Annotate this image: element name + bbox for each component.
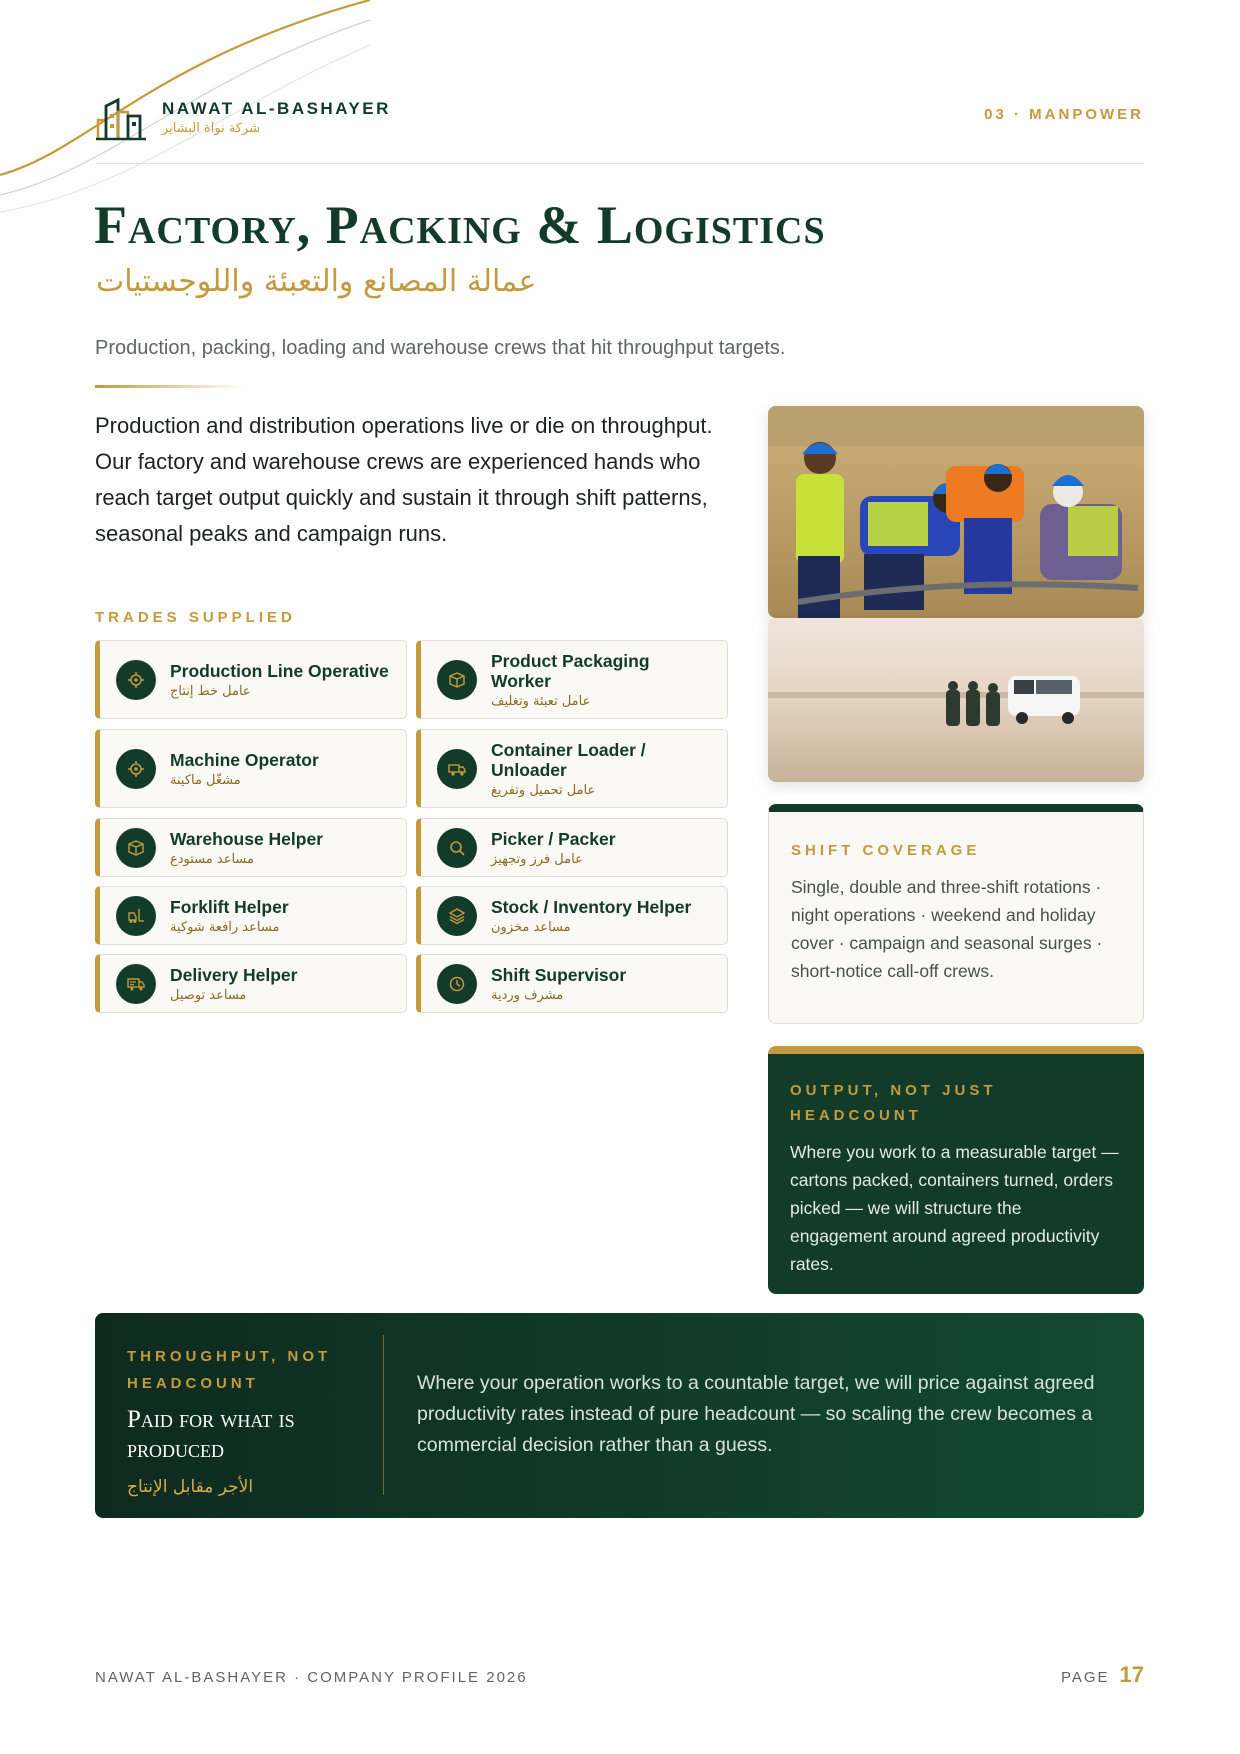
banner-title-arabic: الأجر مقابل الإنتاج: [127, 1477, 254, 1497]
header-divider: [96, 163, 1144, 164]
gold-accent-rule: [95, 385, 245, 388]
gear-icon: [116, 749, 156, 789]
trade-name-arabic: مساعد مستودع: [170, 851, 254, 867]
footer-page: [1061, 1662, 1144, 1688]
banner-title: Paid for what is produced: [127, 1406, 295, 1463]
trade-card: [416, 818, 728, 877]
truck-icon: [437, 749, 477, 789]
trade-name-arabic: عامل فرز وتجهيز: [491, 851, 583, 867]
trade-name-arabic: مساعد رافعة شوكية: [170, 919, 280, 935]
brand: [96, 92, 391, 142]
desert-van-photo: [768, 618, 1144, 782]
trade-card: [95, 886, 407, 945]
trade-name: Delivery Helper: [170, 964, 298, 985]
delivery-truck-icon: [116, 964, 156, 1004]
trade-name: Shift Supervisor: [491, 964, 627, 985]
trade-name: Product Packaging Worker: [491, 650, 650, 691]
output-label: OUTPUT, NOT JUST HEADCOUNT: [790, 1082, 997, 1124]
trade-card: [95, 640, 407, 719]
clock-icon: [437, 964, 477, 1004]
page-subtitle: Production, packing, loading and warehouse crews that hit throughput targets.: [95, 337, 786, 359]
layers-icon: [437, 896, 477, 936]
shift-coverage-card: [768, 804, 1144, 1024]
trade-card: [95, 729, 407, 808]
trade-card: [416, 640, 728, 719]
brand-name-arabic: شركة نواة البشاير: [162, 120, 261, 136]
trade-name: Warehouse Helper: [170, 828, 324, 849]
workers-photo: [768, 406, 1144, 618]
trade-name: Forklift Helper: [170, 896, 289, 917]
search-icon: [437, 828, 477, 868]
throughput-banner: [95, 1313, 1144, 1518]
trade-name: Production Line Operative: [170, 660, 389, 681]
trade-card: [95, 818, 407, 877]
trade-name-arabic: مساعد مخزون: [491, 919, 571, 935]
trade-name-arabic: مشرف وردية: [491, 987, 564, 1003]
trade-name: Container Loader / Unloader: [491, 739, 646, 780]
trade-name-arabic: عامل تحميل وتفريغ: [491, 782, 596, 798]
trade-name-arabic: عامل تعبئة وتغليف: [491, 693, 591, 709]
trade-name-arabic: مشغّل ماكينة: [170, 772, 241, 788]
building-skyline-icon: [96, 92, 148, 142]
trades-label: TRADES SUPPLIED: [95, 609, 296, 626]
page-number: 17: [1119, 1662, 1144, 1687]
shift-coverage-text: Single, double and three-shift rotations · night operations · weekend and holiday cover · campaign and seasonal surges · short-notice call-off crews.: [791, 877, 1103, 981]
trade-card: [416, 729, 728, 808]
intro-paragraph: Production and distribution operations live or die on throughput. Our factory and warehouse crews are experienced hands who reach target output quickly and sustain it through shift patterns, seasonal peaks and campaign runs.: [95, 413, 713, 546]
trade-name: Picker / Packer: [491, 828, 616, 849]
banner-text: Where your operation works to a countable target, we will price against agreed productivity rates instead of pure headcount — so scaling the crew becomes a commercial decision rather than a guess.: [417, 1372, 1095, 1456]
trade-card: [416, 886, 728, 945]
brand-name: NAWAT AL-BASHAYER: [162, 98, 391, 118]
gear-icon: [116, 660, 156, 700]
banner-divider: [383, 1335, 384, 1495]
forklift-icon: [116, 896, 156, 936]
trade-name-arabic: مساعد توصيل: [170, 987, 247, 1003]
banner-label: THROUGHPUT, NOT HEADCOUNT: [127, 1348, 332, 1392]
page-label: PAGE: [1060, 1669, 1110, 1686]
page-title-arabic: عمالة المصانع والتعبئة واللوجستيات: [96, 264, 537, 299]
trade-name: Machine Operator: [170, 749, 319, 770]
trade-card: [95, 954, 407, 1013]
box-icon: [116, 828, 156, 868]
page-title: Factory, Packing & Logistics: [94, 195, 826, 255]
footer-company: NAWAT AL-BASHAYER · COMPANY PROFILE 2026: [95, 1669, 528, 1686]
output-text: Where you work to a measurable target — cartons packed, containers turned, orders picked — we will structure the engagement around agreed productivity rates.: [790, 1142, 1119, 1274]
box-icon: [437, 660, 477, 700]
shift-coverage-label: SHIFT COVERAGE: [791, 842, 981, 859]
trade-card: [416, 954, 728, 1013]
output-card: [768, 1046, 1144, 1294]
trade-name-arabic: عامل خط إنتاج: [170, 683, 251, 699]
trade-name: Stock / Inventory Helper: [491, 896, 692, 917]
section-tag: 03 · MANPOWER: [984, 106, 1144, 123]
